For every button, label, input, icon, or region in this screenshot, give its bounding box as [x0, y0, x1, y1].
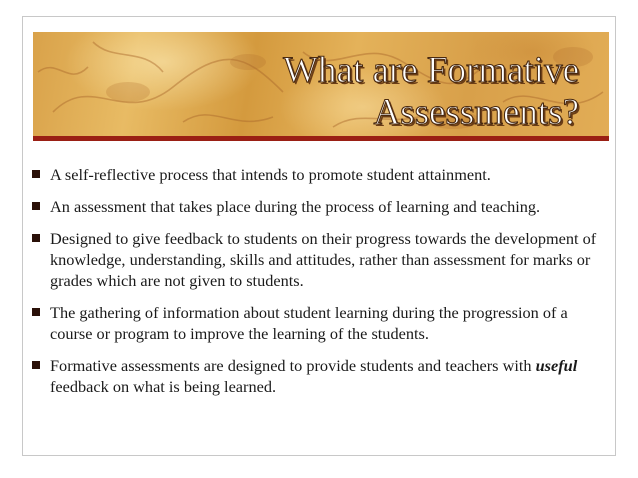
bullet-text-before: Formative assessments are designed to provide students and teachers with: [50, 356, 536, 375]
square-bullet-icon: [32, 361, 40, 369]
square-bullet-icon: [32, 170, 40, 178]
title-line-2: Assessments?: [373, 92, 579, 133]
square-bullet-icon: [32, 234, 40, 242]
bullet-text: A self-reflective process that intends to promote student attainment.: [50, 165, 491, 184]
bullet-item: [23, 355, 610, 397]
title-line-1: What are Formative: [283, 50, 579, 91]
slide-title: [283, 50, 579, 134]
title-banner: [33, 32, 609, 136]
bullet-item: [23, 196, 610, 217]
bullet-list: [23, 164, 610, 408]
bullet-text: Designed to give feedback to students on their progress towards the development of knowledge, understanding, skills and attitudes, rather than assessment for marks or grades which are not given to students.: [50, 229, 597, 290]
square-bullet-icon: [32, 202, 40, 210]
bullet-item: [23, 164, 610, 185]
bullet-text-after: feedback on what is being learned.: [50, 377, 277, 396]
square-bullet-icon: [32, 308, 40, 316]
slide: [22, 16, 616, 456]
bullet-item: [23, 228, 610, 291]
bullet-item: [23, 302, 610, 344]
bullet-text: The gathering of information about student learning during the progression of a course or program to improve the learning of the students.: [50, 303, 568, 343]
bullet-emphasis: useful: [535, 356, 578, 375]
bullet-text: An assessment that takes place during the process of learning and teaching.: [50, 197, 541, 216]
accent-bar: [33, 136, 609, 141]
